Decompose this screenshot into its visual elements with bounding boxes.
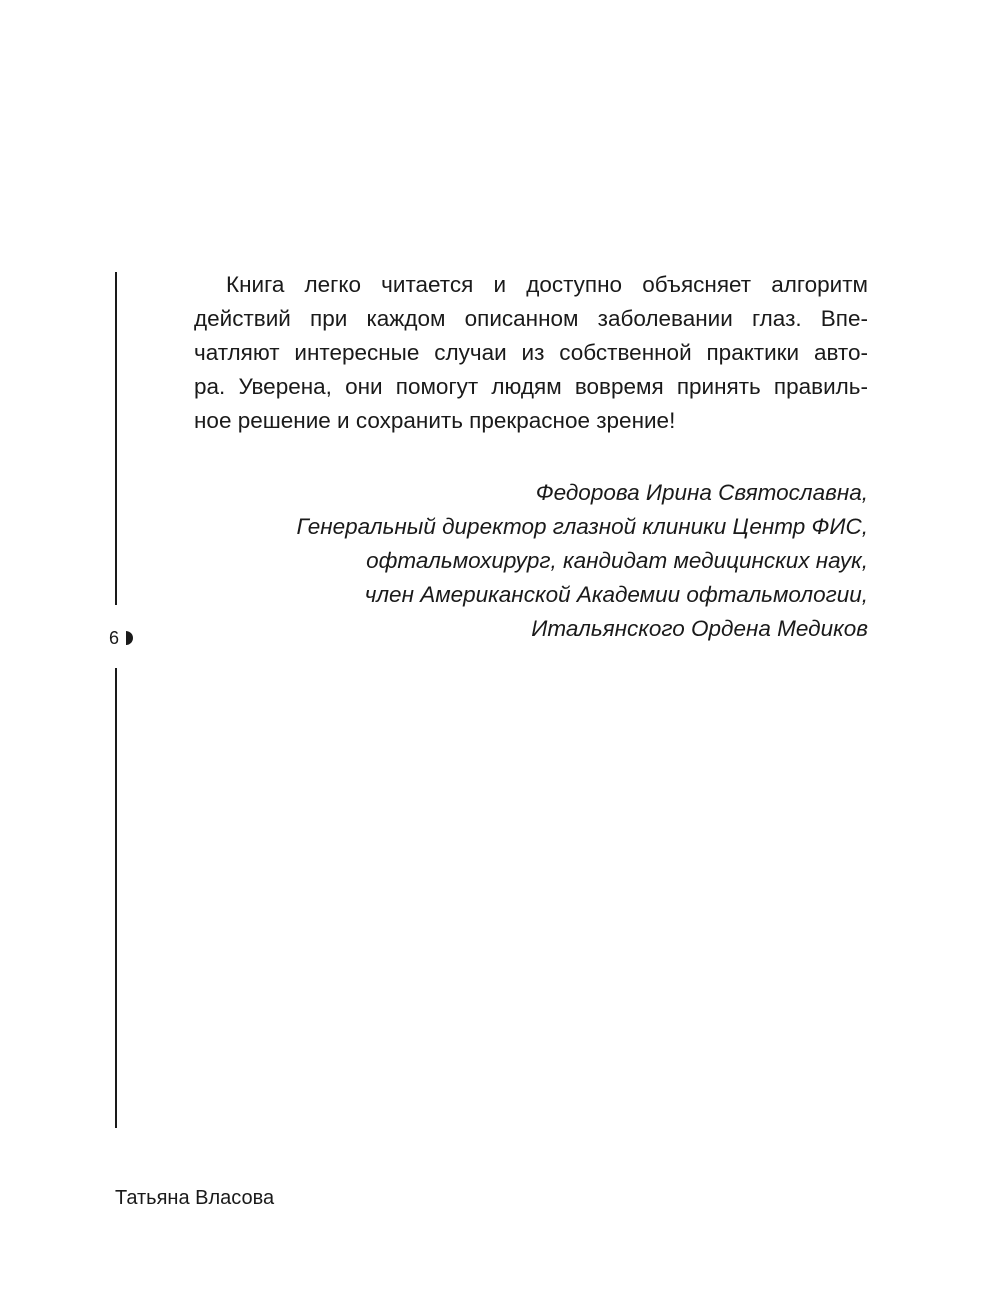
attribution <box>296 476 868 646</box>
page-number: 6 <box>109 628 120 648</box>
attribution-line: член Американской Академии офтальмологии, <box>364 582 868 607</box>
attribution-name: Федорова Ирина Святославна, <box>535 480 868 505</box>
attribution-line: Генеральный директор глазной клиники Центр ФИС, <box>296 514 868 539</box>
body-line: ное решение и сохранить прекрасное зрение! <box>194 408 676 433</box>
half-moon-icon <box>123 630 135 646</box>
body-line: действий при каждом описанном заболевании глаз. Впе- <box>194 306 868 331</box>
attribution-line: офтальмохирург, кандидат медицинских наук, <box>366 548 868 573</box>
page-marker <box>109 626 135 650</box>
body-paragraph <box>194 268 868 438</box>
body-line: чатляют интересные случаи из собственной практики авто- <box>194 340 868 365</box>
running-footer-author: Татьяна Власова <box>115 1187 275 1209</box>
attribution-line: Итальянского Ордена Медиков <box>531 616 868 641</box>
margin-rule-top <box>115 272 117 605</box>
margin-rule-bottom <box>115 668 117 1128</box>
body-line: Книга легко читается и доступно объясняет алгоритм <box>226 272 868 297</box>
body-line: ра. Уверена, они помогут людям вовремя принять правиль- <box>194 374 868 399</box>
